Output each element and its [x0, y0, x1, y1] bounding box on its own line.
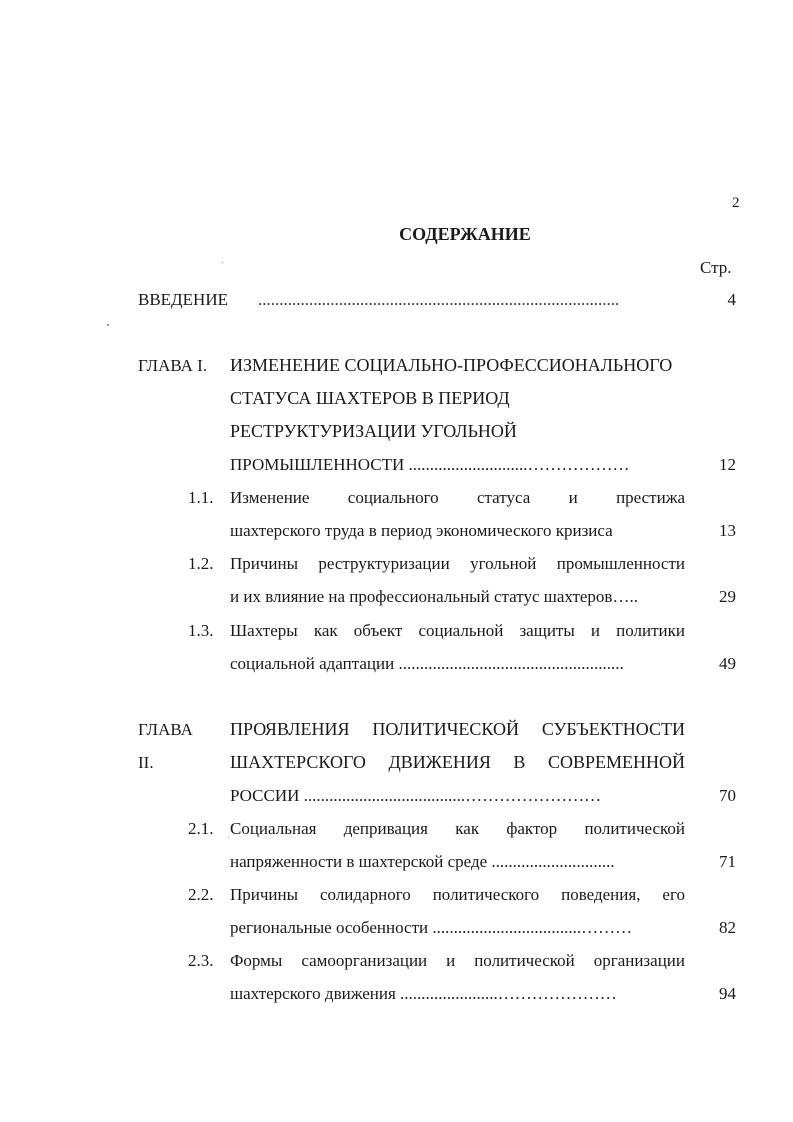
toc-intro-page: 4	[727, 290, 736, 309]
toc-section-number: 1.1.	[188, 488, 214, 507]
toc-section-page: 71	[719, 852, 736, 871]
toc-section-page: 49	[719, 654, 736, 673]
toc-section-line1: Шахтеры как объект социальной защиты и политики	[230, 621, 685, 640]
toc-chapter2-label-number: II.	[138, 753, 154, 772]
scan-speck	[222, 262, 223, 263]
toc-section-number: 1.3.	[188, 621, 214, 640]
toc-section-number: 2.2.	[188, 885, 214, 904]
toc-section-line2: напряженности в шахтерской среде .............................	[230, 852, 615, 871]
toc-section-number: 2.3.	[188, 951, 214, 970]
toc-section-line2: шахтерского движения .......................…………………	[230, 984, 617, 1003]
page-number: 2	[732, 195, 740, 211]
toc-intro-label: ВВЕДЕНИЕ	[138, 290, 228, 309]
toc-chapter2-label: ГЛАВА	[138, 720, 193, 739]
toc-section-line1: Причины реструктуризации угольной промышленности	[230, 554, 685, 573]
toc-chapter1-line1: ИЗМЕНЕНИЕ СОЦИАЛЬНО-ПРОФЕССИОНАЛЬНОГО	[230, 355, 673, 375]
scan-speck	[107, 324, 109, 326]
toc-intro-dots: .....................................................................................	[258, 290, 620, 309]
page-column-label: Стр.	[700, 258, 732, 277]
toc-section-page: 82	[719, 918, 736, 937]
toc-chapter1-line2: СТАТУСА ШАХТЕРОВ В ПЕРИОД	[230, 388, 510, 408]
toc-chapter2-line2: ШАХТЕРСКОГО ДВИЖЕНИЯ В СОВРЕМЕННОЙ	[230, 752, 685, 772]
toc-section-line1: Социальная депривация как фактор политической	[230, 819, 685, 838]
toc-section-line1: Изменение социального статуса и престижа	[230, 488, 685, 507]
toc-section-number: 2.1.	[188, 819, 214, 838]
toc-chapter1-label: ГЛАВА I.	[138, 356, 208, 375]
toc-chapter1-line4: ПРОМЫШЛЕННОСТИ ............................………………	[230, 455, 630, 474]
toc-section-line1: Формы самоорганизации и политической организации	[230, 951, 685, 970]
toc-chapter2-line1: ПРОЯВЛЕНИЯ ПОЛИТИЧЕСКОЙ СУБЪЕКТНОСТИ	[230, 719, 685, 739]
toc-chapter1-line3: РЕСТРУКТУРИЗАЦИИ УГОЛЬНОЙ	[230, 421, 517, 441]
toc-chapter1-page: 12	[719, 455, 736, 474]
toc-section-line2: и их влияние на профессиональный статус шахтеров…..	[230, 587, 638, 606]
scan-speck	[228, 837, 229, 838]
toc-section-page: 29	[719, 587, 736, 606]
toc-section-number: 1.2.	[188, 554, 214, 573]
toc-chapter2-line3: РОССИИ ......................................……………………	[230, 786, 602, 805]
toc-section-page: 94	[719, 984, 736, 1003]
toc-section-line2: социальной адаптации .....................................................	[230, 654, 624, 673]
toc-section-line2: шахтерского труда в период экономического кризиса	[230, 521, 613, 540]
toc-section-line1: Причины солидарного политического поведения, его	[230, 885, 685, 904]
page-title: СОДЕРЖАНИЕ	[399, 224, 531, 244]
toc-section-line2: региональные особенности ...................................………	[230, 918, 633, 937]
toc-chapter2-page: 70	[719, 786, 736, 805]
toc-section-page: 13	[719, 521, 736, 540]
